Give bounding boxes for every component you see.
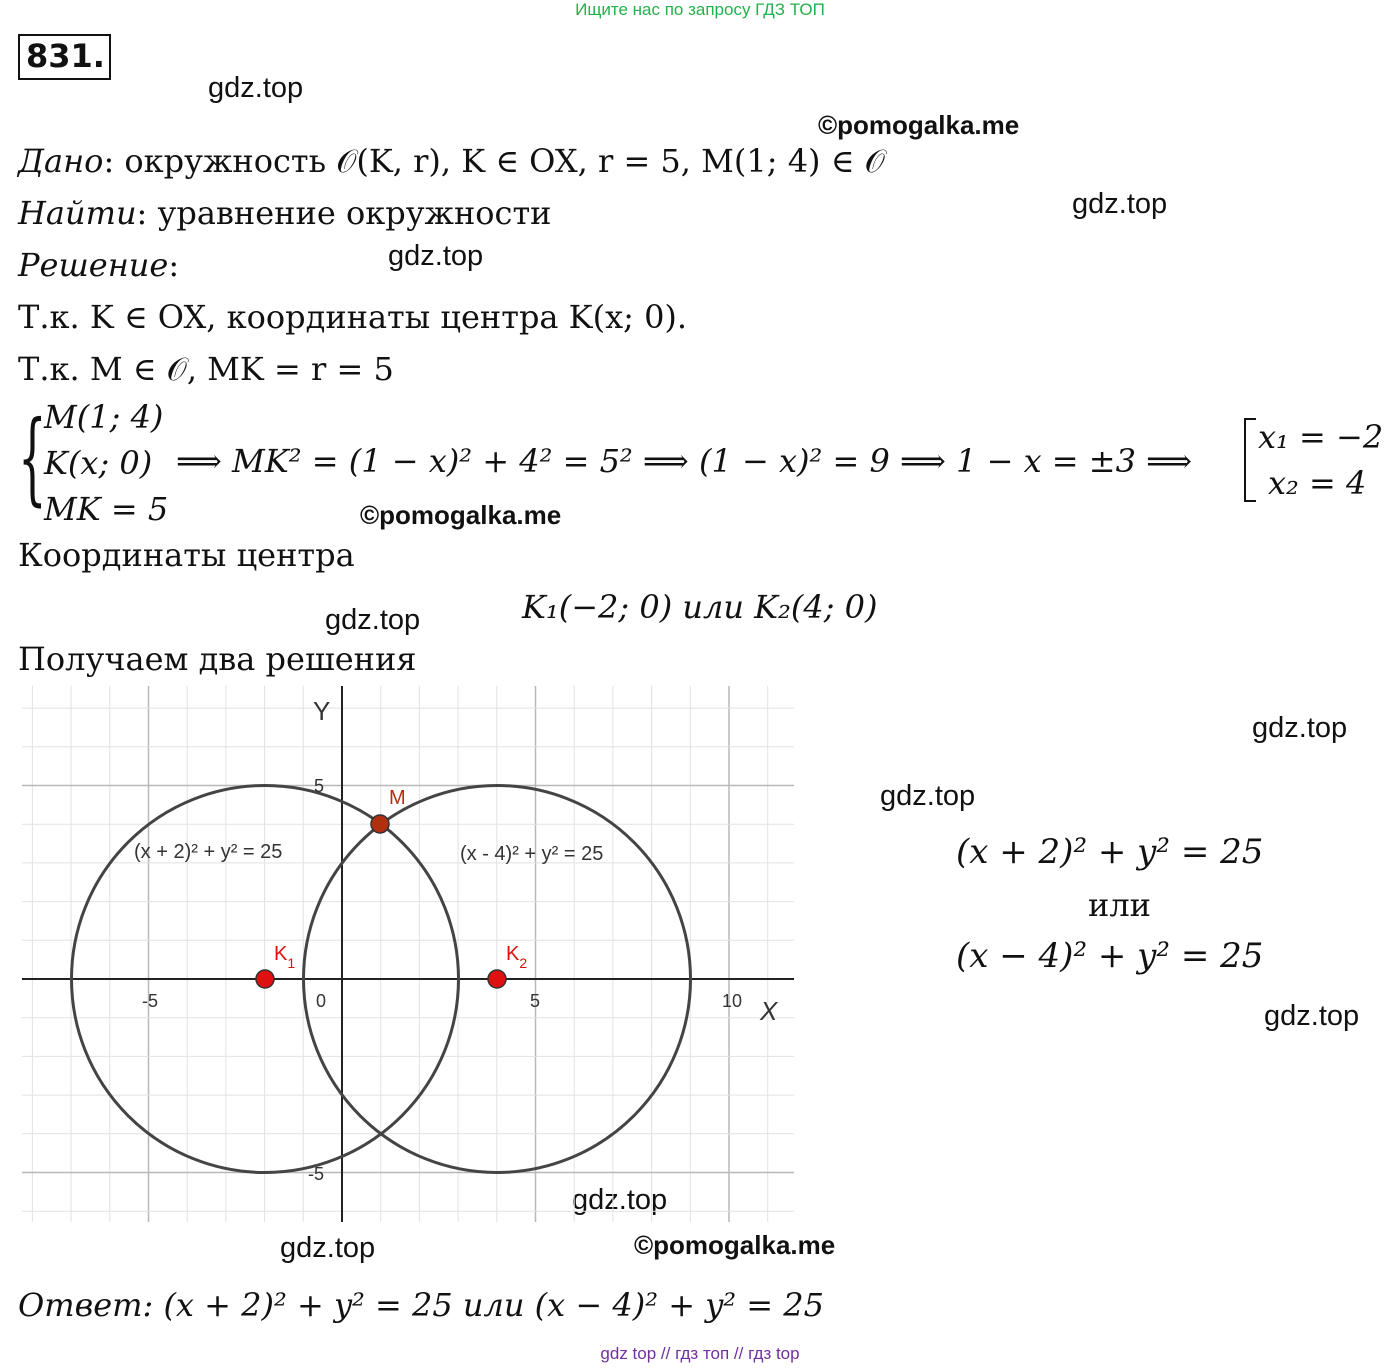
root-1: x₁ = −2: [1258, 418, 1384, 456]
tick-x-neg5: -5: [142, 991, 159, 1011]
find-label: Найти: [18, 194, 137, 232]
watermark-pomogalka: ©pomogalka.me: [818, 110, 1020, 140]
right-eq-2: (x − 4)² + y² = 25: [956, 936, 1264, 976]
point-k1-label: $K_1$: [274, 943, 296, 971]
circles-graph: [18, 686, 798, 1226]
solution-line: [18, 246, 179, 284]
watermark-gdz: gdz.top: [388, 240, 484, 272]
two-solutions: Получаем два решения: [18, 640, 417, 678]
circle-2-label: (x - 4)² + y² = 25: [460, 843, 604, 865]
step1-line: Т.к. K ∈ OX, координаты центра K(x; 0).: [18, 298, 688, 336]
system-row: MK = 5: [44, 490, 169, 528]
centers-label: Координаты центра: [18, 536, 355, 574]
solution-chain: ⟹ MK² = (1 − x)² + 4² = 5² ⟹ (1 − x)² = 9 ⟹ 1 − x = ±3 ⟹: [176, 442, 1192, 480]
watermark-pomogalka: ©pomogalka.me: [634, 1230, 836, 1260]
tick-y5: 5: [314, 776, 325, 796]
given-label: Дано: [18, 142, 104, 180]
watermark-gdz: gdz.top: [280, 1232, 376, 1264]
point-m: [371, 815, 389, 833]
watermark-gdz: gdz.top: [325, 604, 421, 636]
point-k2-label: $K_2$: [506, 943, 528, 971]
tick-origin: 0: [316, 991, 327, 1011]
tick-x10: 10: [722, 991, 743, 1011]
watermark-gdz: gdz.top: [1072, 188, 1168, 220]
point-k2: [488, 970, 506, 988]
system-row: M(1; 4): [44, 398, 164, 436]
circle-1-label: (x + 2)² + y² = 25: [134, 841, 283, 863]
find-line: [18, 194, 552, 232]
problem-number: 831.: [18, 34, 111, 80]
system-brace: {: [18, 399, 47, 516]
x-axis-label: X: [760, 996, 778, 1026]
answer-label: Ответ: [18, 1286, 143, 1324]
point-k1: [256, 970, 274, 988]
point-m-label: M: [389, 787, 406, 809]
centers-value: K₁(−2; 0) или K₂(4; 0): [522, 588, 878, 626]
roots-bracket: [1244, 418, 1256, 502]
watermark-gdz: gdz.top: [1264, 1000, 1360, 1032]
step2-line: Т.к. M ∈ 𝒪, MK = r = 5: [18, 350, 394, 388]
system-row: K(x; 0): [44, 444, 153, 482]
top-banner: Ищите нас по запросу ГДЗ ТОП: [575, 0, 825, 19]
solution-label: Решение: [18, 246, 169, 284]
y-axis-label: Y: [313, 696, 331, 726]
given-line: [18, 142, 885, 181]
watermark-gdz: gdz.top: [208, 72, 304, 104]
tick-y-neg5: -5: [308, 1164, 325, 1184]
tick-x5: 5: [530, 991, 541, 1011]
given-text: : окружность 𝒪(K, r), K ∈ OX, r = 5, M(1; 4) ∈ 𝒪: [103, 142, 885, 180]
solution-text: :: [168, 246, 180, 284]
watermark-gdz: gdz.top: [880, 780, 976, 812]
answer-line: [18, 1286, 824, 1324]
grid: [22, 686, 794, 1222]
watermark-pomogalka: ©pomogalka.me: [360, 500, 562, 530]
watermark-gdz: gdz.top: [572, 1184, 668, 1216]
footer-links: gdz top // гдз топ // гдз top: [600, 1344, 800, 1363]
find-text: : уравнение окружности: [136, 194, 552, 232]
answer-text: : (x + 2)² + y² = 25 или (x − 4)² + y² = 25: [142, 1286, 824, 1324]
right-eq-1: (x + 2)² + y² = 25: [956, 832, 1264, 872]
right-eq-or: или: [1088, 886, 1151, 924]
equation-system: [18, 396, 1398, 526]
root-2: x₂ = 4: [1268, 464, 1367, 502]
watermark-gdz: gdz.top: [1252, 712, 1348, 744]
